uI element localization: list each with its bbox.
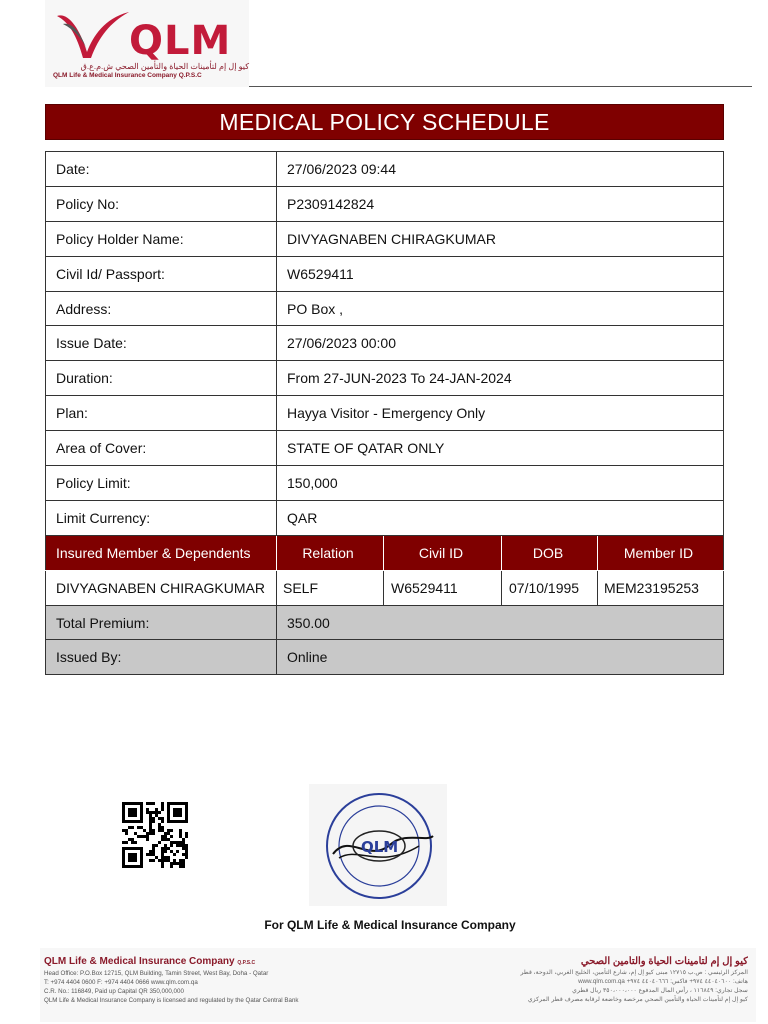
field-value: STATE OF QATAR ONLY [277,431,724,466]
stamp-text: QLM [361,838,399,856]
stamp-seal-icon [309,784,447,906]
table-row [46,256,724,291]
field-value: 350.00 [277,605,724,640]
table-row [46,221,724,256]
footer-company-name: QLM Life & Medical Insurance Company [44,956,235,967]
document-title: MEDICAL POLICY SCHEDULE [45,104,724,140]
footer-company-name-arabic: كيو إل إم لتأمينات الحياة والتأمين الصحي [580,956,748,967]
member-id: MEM23195253 [598,570,724,605]
table-row [46,500,724,535]
qr-code-icon [122,802,188,868]
footer-english [44,956,414,1005]
footer-company-suffix: Q.P.S.C [237,960,256,966]
signature-caption: For QLM Life & Medical Insurance Company [264,918,516,932]
field-label: Issue Date: [46,326,277,361]
field-label: Limit Currency: [46,500,277,535]
footer-address-line-arabic: المركز الرئيسي : ص.ب ١٢٧١٥ مبنى كيو إل إم، شارع التأمين، الخليج الغربي، الدوحة، قطر [520,969,748,976]
header-divider [249,86,752,87]
logo-swoosh-icon [53,6,133,64]
member-relation: SELF [277,570,384,605]
field-label: Issued By: [46,640,277,675]
field-label: Plan: [46,396,277,431]
column-header-civil-id: Civil ID [384,535,502,570]
field-value: 150,000 [277,466,724,501]
footer-contact-line: T: +974 4404 0600 F: +974 4404 0666 www.qlm.com.qa [44,979,198,986]
field-label: Policy No: [46,186,277,221]
field-label: Policy Limit: [46,466,277,501]
footer-license-line: QLM Life & Medical Insurance Company is licensed and regulated by the Qatar Central Bank [44,997,299,1004]
field-value: Hayya Visitor - Emergency Only [277,396,724,431]
total-premium-row [46,605,724,640]
member-civil-id: W6529411 [384,570,502,605]
column-header-dob: DOB [502,535,598,570]
table-row [46,326,724,361]
field-label: Area of Cover: [46,431,277,466]
field-label: Policy Holder Name: [46,221,277,256]
footer-license-line-arabic: كيو إل إم لتأمينات الحياة والتأمين الصحي مرخصة وخاضعة لرقابة مصرف قطر المركزي [527,996,748,1003]
field-value: 27/06/2023 09:44 [277,152,724,187]
field-value: PO Box , [277,291,724,326]
footer-address-line: Head Office: P.O.Box 12715, QLM Building, Tamin Street, West Bay, Doha - Qatar [44,970,269,977]
column-header-member: Insured Member & Dependents [46,535,277,570]
field-value: DIVYAGNABEN CHIRAGKUMAR [277,221,724,256]
member-dob: 07/10/1995 [502,570,598,605]
column-header-relation: Relation [277,535,384,570]
table-row [46,396,724,431]
field-value: 27/06/2023 00:00 [277,326,724,361]
column-header-member-id: Member ID [598,535,724,570]
table-row [46,361,724,396]
member-name: DIVYAGNABEN CHIRAGKUMAR [46,570,277,605]
footer-registration-line: C.R. No.: 116849, Paid up Capital QR 350,000,000 [44,988,184,995]
field-value: From 27-JUN-2023 To 24-JAN-2024 [277,361,724,396]
footer-arabic [418,956,748,1004]
members-header-row [46,535,724,570]
field-label: Date: [46,152,277,187]
field-value: QAR [277,500,724,535]
field-value: P2309142824 [277,186,724,221]
table-row [46,466,724,501]
table-row [46,186,724,221]
issued-by-row [46,640,724,675]
logo-english-name: QLM Life & Medical Insurance Company Q.P.S.C [53,72,202,79]
table-row [46,152,724,187]
field-label: Address: [46,291,277,326]
company-stamp [309,784,447,906]
company-logo [45,0,249,87]
table-row [46,431,724,466]
field-label: Civil Id/ Passport: [46,256,277,291]
field-value: W6529411 [277,256,724,291]
policy-schedule-table [45,151,724,675]
page-footer [40,948,756,1022]
footer-contact-line-arabic: هاتف: ٤٤٠٤٠٦٠٠ ٩٧٤+ فاكس: ٤٤٠٤٠٦٦٦ ٩٧٤+ www.qlm.com.qa [578,978,748,985]
field-label: Duration: [46,361,277,396]
logo-arabic-name: كيو إل إم لتأمينات الحياة والتأمين الصحي ش.م.ع.ق [80,62,249,71]
member-row [46,570,724,605]
table-row [46,291,724,326]
logo-wordmark: QLM [129,18,232,64]
field-value: Online [277,640,724,675]
footer-registration-line-arabic: سجل تجاري: ١١٦٨٤٩ ، رأس المال المدفوع ٣٥٠،٠٠٠،٠٠٠ ريال قطري [572,987,748,994]
field-label: Total Premium: [46,605,277,640]
